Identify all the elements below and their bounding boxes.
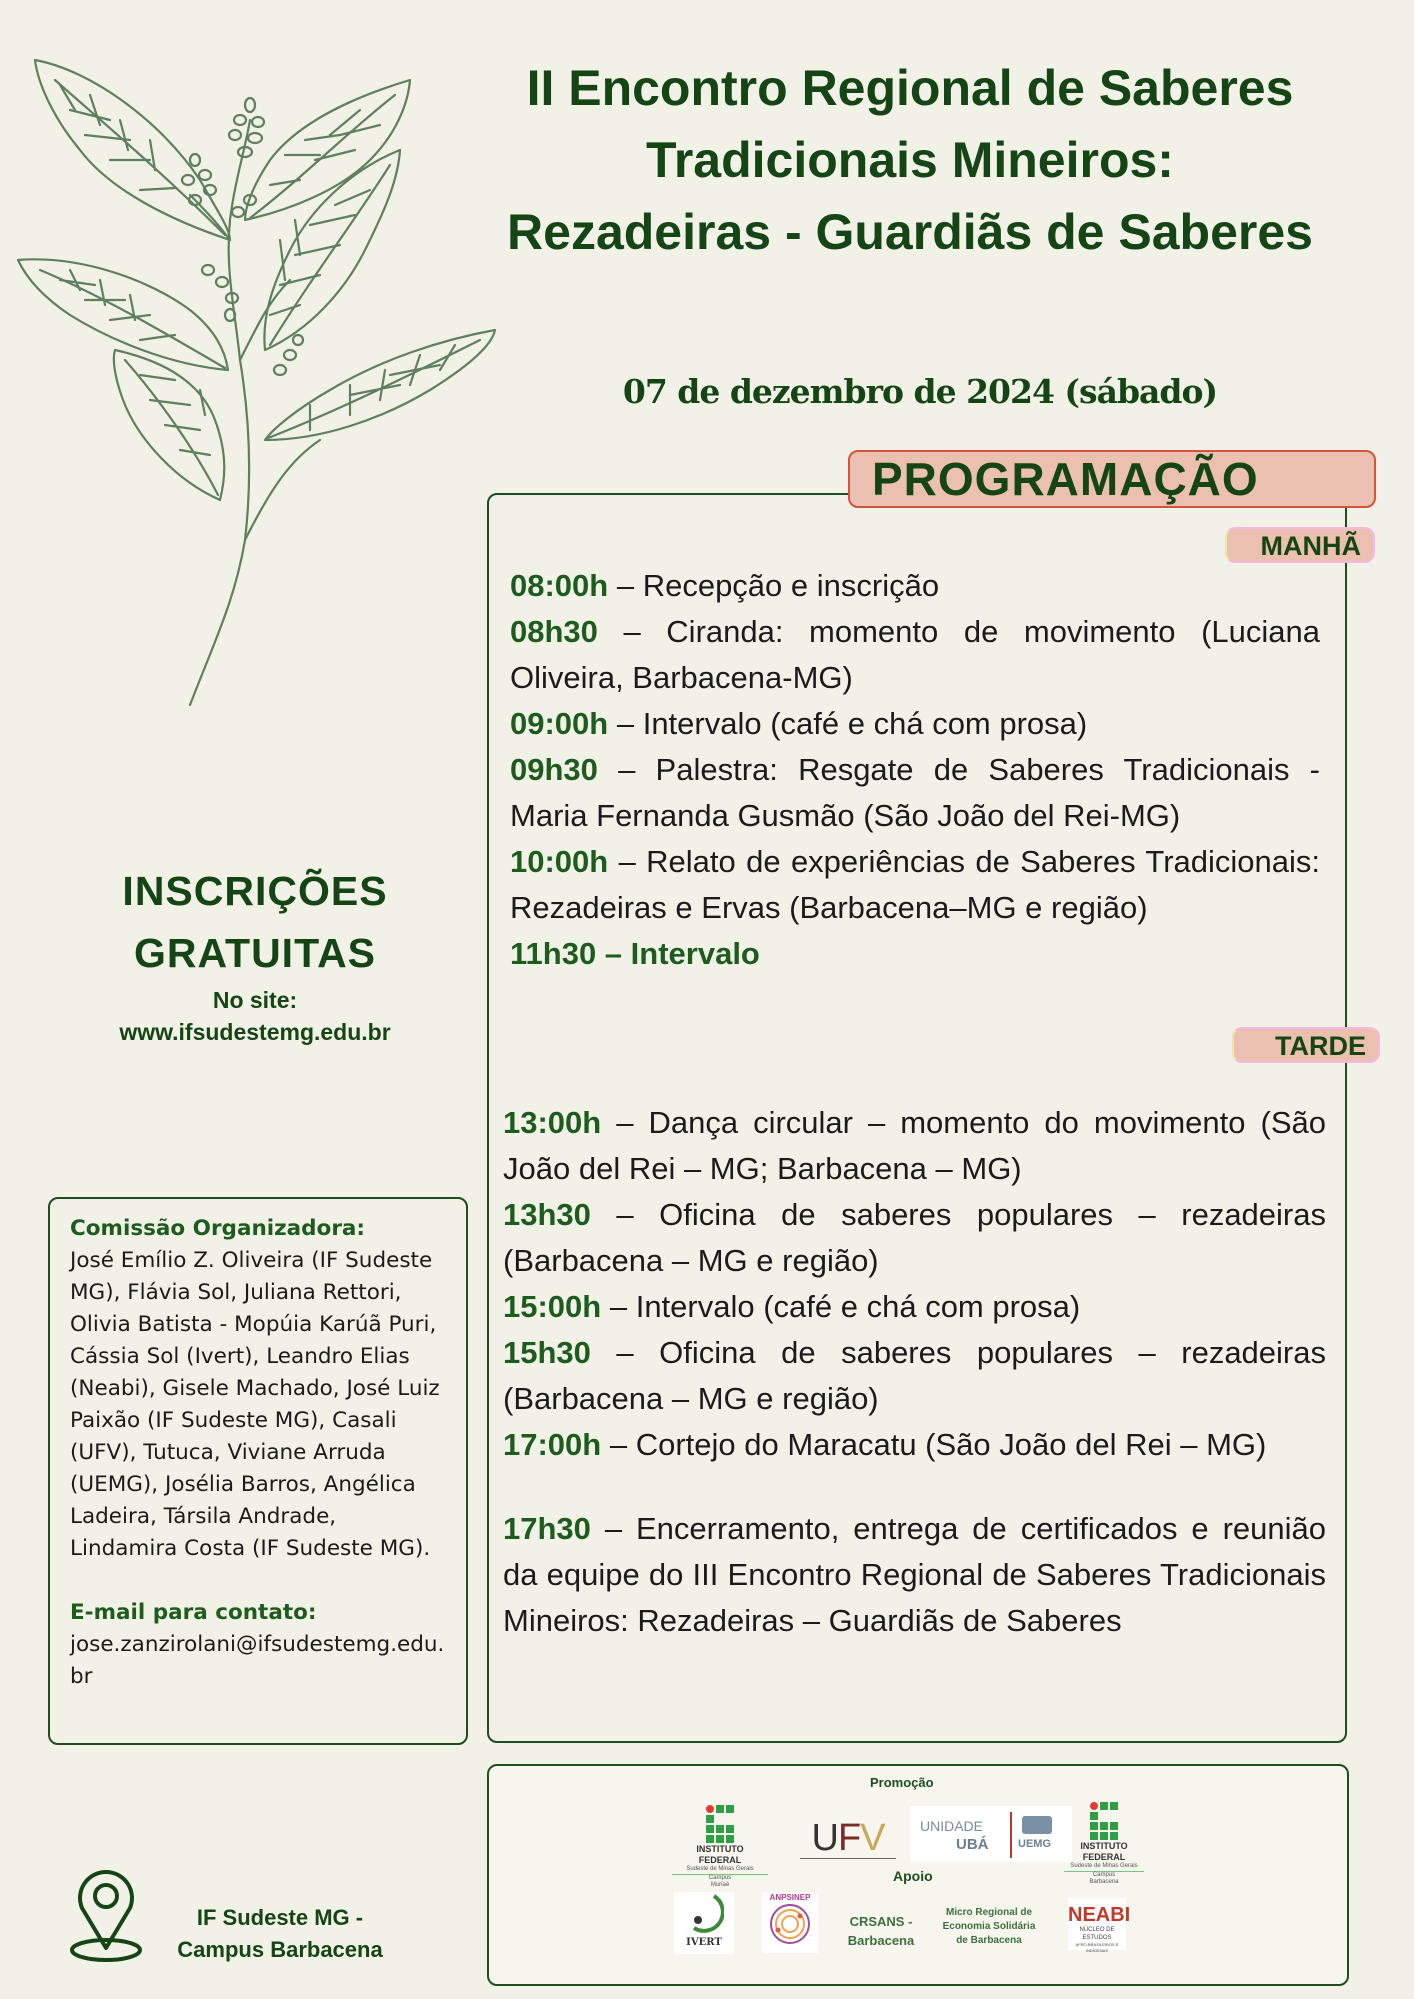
schedule-item [510,701,1320,747]
registration-line-2: GRATUITAS [133,930,377,976]
program-heading: PROGRAMAÇÃO [848,450,1376,508]
logo-micro-regional: Micro Regional de Economia Solidária de Barbacena [942,1907,1036,1946]
afternoon-schedule [503,1100,1326,1644]
schedule-text: – Oficina de saberes populares – rezadeiras (Barbacena – MG e região) [503,1335,1326,1416]
site-label: No site: [212,987,298,1013]
spacer [70,1565,448,1597]
schedule-item [510,563,1320,609]
event-title [440,52,1380,268]
title-line-1: II Encontro Regional de Saberes [526,60,1294,116]
schedule-item [510,609,1320,701]
schedule-time: 15h30 [503,1335,591,1370]
ivert-emblem-icon [684,1892,724,1934]
schedule-time: 08:00h [510,568,609,603]
schedule-text: – Ciranda: momento de movimento (Luciana Oliveira, Barbacena-MG) [510,614,1320,695]
registration-line-1: INSCRIÇÕES [122,868,388,914]
location-line-1: IF Sudeste MG - [196,1905,364,1930]
schedule-time: 09h30 [510,752,598,787]
schedule-time: 15:00h [503,1289,602,1324]
schedule-time: 17h30 [503,1511,591,1546]
logo-if-muriae: INSTITUTO FEDERAL Sudeste de Minas Gerais Campus Muriaé [672,1800,768,1889]
morning-schedule [510,563,1320,977]
committee-box [48,1197,468,1745]
uemg-mountain-icon [1022,1816,1052,1834]
morning-label: MANHÃ [1225,527,1375,563]
schedule-time: 08h30 [510,614,598,649]
logo-if-barbacena: INSTITUTO FEDERAL Sudeste de Minas Gerais Campus Barbacena [1064,1797,1144,1886]
schedule-item [503,1422,1326,1468]
spacer [503,1468,1326,1506]
schedule-text: – Recepção e inscrição [608,568,940,603]
map-pin-icon [68,1868,144,1964]
event-date: 07 de dezembro de 2024 (sábado) [622,372,1218,411]
schedule-text: – Relato de experiências de Saberes Tradicionais: Rezadeiras e Ervas (Barbacena–MG e região) [510,844,1320,925]
logo-ivert: IVERT [674,1892,734,1954]
title-line-3: Rezadeiras - Guardiãs de Saberes [507,204,1313,260]
logo-crsans: CRSANS - Barbacena [847,1914,915,1948]
schedule-item [510,931,1320,977]
schedule-time: 11h30 – Intervalo [510,936,760,971]
email-heading: E-mail para contato: [70,1600,317,1625]
schedule-text: – Cortejo do Maracatu (São João del Rei – MG) [601,1427,1267,1462]
if-logo-icon [706,1805,734,1843]
registration-block [70,860,440,1048]
schedule-item [503,1506,1326,1644]
schedule-text: – Intervalo (café e chá com prosa) [601,1289,1081,1324]
title-line-2: Tradicionais Mineiros: [646,132,1174,188]
committee-members: José Emílio Z. Oliveira (IF Sudeste MG), Flávia Sol, Juliana Rettori, Olivia Batista - Mopúia Karúã Puri, Cássia Sol (Ivert), Leandro Elias (Neabi), Gisele Machado, José Luiz Paixão (IF Sudeste MG), Casali (UFV), Tutuca, Viviane Arruda (UEMG), Josélia Barros, Angélica Ladeira, Társila Andrade, Lindamira Costa (IF Sudeste MG). [70,1248,440,1561]
location-line-2: Campus Barbacena [177,1937,383,1962]
flower-buds [182,98,303,375]
schedule-time: 10:00h [510,844,609,879]
schedule-time: 09:00h [510,706,609,741]
schedule-time: 13:00h [503,1105,602,1140]
location-text [160,1902,400,1966]
schedule-time: 13h30 [503,1197,591,1232]
schedule-text: – Intervalo (café e chá com prosa) [608,706,1088,741]
logo-anpsinep: ANPSINEP [762,1893,818,1953]
schedule-item [503,1284,1326,1330]
contact-email[interactable]: jose.zanzirolani@ifsudestemg.edu.br [70,1632,445,1689]
schedule-time: 17:00h [503,1427,602,1462]
site-link[interactable]: www.ifsudestemg.edu.br [119,1019,391,1045]
logo-neabi: NEABI NÚCLEO DE ESTUDOS AFRO-BRASILEIROS E INDÍGENAS [1068,1898,1126,1950]
logo-uemg-uba: UNIDADE UBÁ UEMG [910,1806,1072,1862]
schedule-item [503,1100,1326,1192]
schedule-text: – Dança circular – momento do movimento (São João del Rei – MG; Barbacena – MG) [503,1105,1326,1186]
schedule-item [503,1330,1326,1422]
schedule-text: – Encerramento, entrega de certificados e reunião da equipe do III Encontro Regional de Saberes Tradicionais Mineiros: Rezadeiras – Guardiãs de Saberes [503,1511,1326,1638]
schedule-item [510,747,1320,839]
committee-heading: Comissão Organizadora: [70,1216,366,1241]
afternoon-label: TARDE [1232,1027,1380,1063]
schedule-text: – Palestra: Resgate de Saberes Tradicionais - Maria Fernanda Gusmão (São João del Rei-MG) [510,752,1320,833]
logo-ufv: UFV [800,1818,896,1859]
schedule-item [510,839,1320,931]
anpsinep-emblem-icon [768,1902,812,1946]
if-logo-icon [1090,1802,1118,1840]
support-label: Apoio [893,1868,933,1884]
schedule-item [503,1192,1326,1284]
schedule-text: – Oficina de saberes populares – rezadeiras (Barbacena – MG e região) [503,1197,1326,1278]
promotion-label: Promoção [870,1775,934,1790]
